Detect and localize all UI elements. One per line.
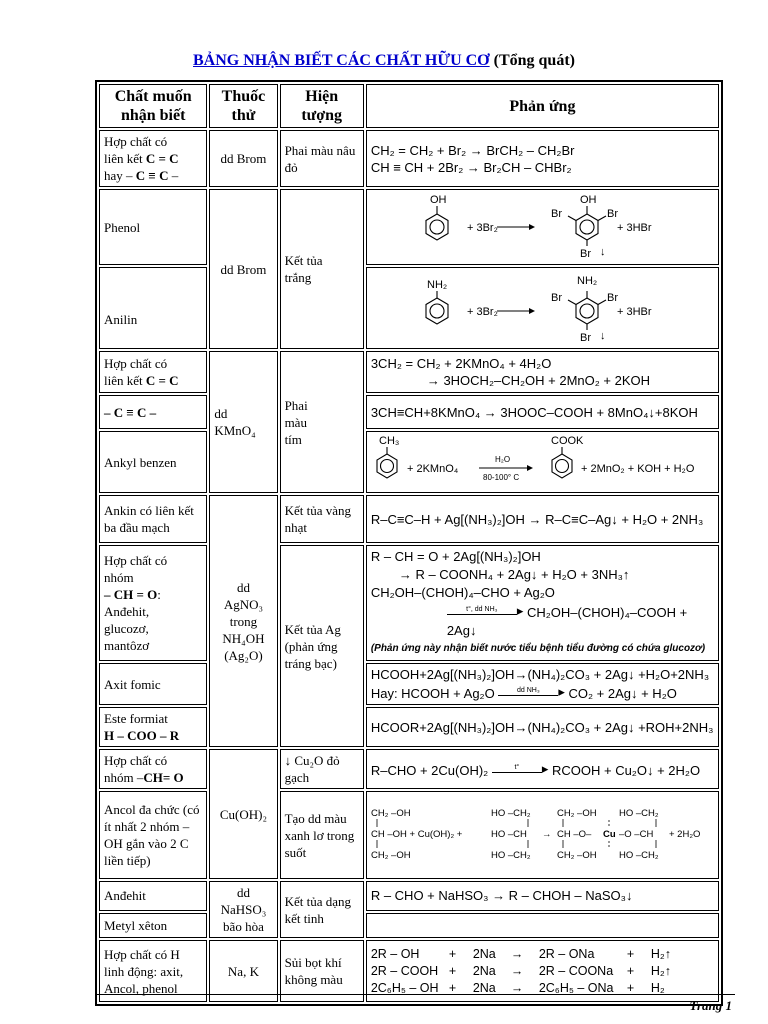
table-row [99, 749, 719, 789]
benzene-ring-circle [580, 304, 594, 318]
cell-phan-ung [366, 130, 719, 187]
text: Kết tủa trắng [284, 253, 323, 285]
table-row [99, 913, 719, 938]
cell-phan-ung: R–C≡C–H + Ag[(NH₃)₂]OH → R–C≡C–Ag↓ + H₂O + 2NH₃ [366, 495, 719, 543]
text: Phai màu tím [284, 397, 308, 447]
text: → [510, 980, 524, 995]
formula-text: HO –CH₂ [618, 850, 659, 861]
text: Hợp chất có [104, 753, 168, 768]
text: R–CHO + 2Cu(OH)₂ [370, 762, 489, 778]
text: 2R – COOH [370, 963, 439, 978]
table-row [99, 267, 719, 349]
cu-label: Cu [602, 829, 616, 840]
reaction-line: 3CH₂ = CH₂ + 2KMnO₄ + 4H₂O [370, 356, 552, 371]
precipitate-arrow: ↓ [599, 330, 606, 342]
cell-phan-ung: R – CHO + NaHSO₃ → R – CHOH – NaSO₃↓ [366, 881, 719, 911]
text: C = C [145, 151, 179, 166]
br-label: Br [550, 292, 562, 304]
text: C = C [145, 373, 179, 388]
cell-hien-tuong [280, 189, 364, 349]
cell-thuoc: dd Brom [209, 130, 277, 187]
text: hay – [104, 168, 133, 183]
cell-chat: Ancol đa chức (có ít nhất 2 nhóm – OH gắn vào 2 C liền tiếp) [99, 791, 207, 879]
text: NaHSO₃ [220, 902, 267, 917]
table-row [99, 940, 719, 1002]
formula-text: CH₂ –OH [370, 850, 411, 861]
text: CH= O [143, 770, 184, 785]
reaction-line [371, 946, 714, 963]
text: 2Na [472, 963, 496, 978]
cell-thuoc: Cu(OH)₂ [209, 749, 277, 879]
text: 2R – COONa [538, 963, 614, 978]
text: + [626, 963, 635, 978]
text: + [448, 963, 457, 978]
text: H₂↑ [650, 946, 671, 961]
title-main: BẢNG NHẬN BIẾT CÁC CHẤT HỮU CƠ [193, 52, 490, 69]
benzene-ring [426, 298, 448, 324]
text: H₂ [650, 980, 665, 995]
note: (Phản ứng này nhận biết nước tiểu bệnh tiểu đường có chứa glucozơ) [370, 643, 706, 654]
cell-phan-ung: HCOOR+2Ag[(NH₃)₂]OH→(NH₄)₂CO₃ + 2Ag↓ +ROH+2NH₃ [366, 707, 719, 747]
phenol-bromination-diagram [367, 190, 715, 260]
cell-hien-tuong: Phai màu nâu đỏ [280, 130, 364, 187]
benzene-ring-circle [430, 304, 444, 318]
br-label: Br [606, 292, 618, 304]
text: – C ≡ C – [104, 404, 157, 420]
page-title [0, 52, 768, 70]
cell-phan-ung [366, 351, 719, 393]
formula-text: HO –CH₂ [490, 850, 531, 861]
reaction-line: R – CH = O + 2Ag[(NH₃)₂]OH [370, 549, 541, 564]
text: CH₂OH–(CHOH)₄–COOH + 2Ag↓ [446, 605, 688, 638]
text: Hợp chất có [104, 134, 168, 149]
text: dd KMnO₄ [214, 406, 256, 438]
formula-text: –O –CH [618, 829, 654, 840]
cell-chat [99, 130, 207, 187]
text: Este formiat [104, 711, 168, 726]
cell-chat [99, 395, 207, 429]
ch3-label: CH₃ [378, 435, 400, 447]
reaction-line: CH₂ = CH₂ + Br₂ → BrCH₂ – CH₂Br [370, 142, 575, 158]
reaction-line [371, 963, 714, 980]
condition-label: 80-100° C [482, 473, 519, 482]
footer-divider [95, 994, 735, 995]
cell-chat: Ankyl benzen [99, 431, 207, 493]
br-label: Br [579, 248, 591, 260]
title-sub: (Tổng quát) [493, 52, 575, 69]
table-row [99, 351, 719, 393]
glycerol-cu-complex-diagram [367, 792, 715, 874]
formula-text: CH –OH + Cu(OH)₂ + [370, 829, 463, 840]
cell-chat [99, 749, 207, 789]
cell-phan-ung [366, 267, 719, 349]
reagent-label: + 3Br₂ [466, 306, 498, 318]
benzene-ring [576, 214, 598, 240]
text: AgNO₃ [223, 596, 264, 612]
text: glucozơ, [104, 621, 149, 636]
table-row [99, 545, 719, 661]
text: – CH = O [104, 587, 158, 602]
cell-hien-tuong: Kết tủa dạng kết tinh [280, 881, 364, 938]
benzene-ring-circle [430, 220, 444, 234]
header-phan-ung: Phản ứng [366, 84, 719, 128]
product-label: + 3HBr [616, 306, 652, 318]
cell-phan-ung [366, 663, 719, 705]
formula-text: HO –CH₂ [490, 808, 531, 819]
table-row [99, 130, 719, 187]
cell-chat: Hợp chất có H linh động: axit, Ancol, phenol [99, 940, 207, 1002]
br-label: Br [606, 208, 618, 220]
text: trong [229, 613, 258, 629]
text: + [448, 946, 457, 961]
text: → [510, 946, 524, 961]
table-row [99, 495, 719, 543]
product-label: + 3HBr [616, 222, 652, 234]
table-row [99, 663, 719, 705]
cell-hien-tuong: Kết tủa Ag (phản ứng tráng bạc) [280, 545, 364, 747]
product-label: + 2MnO₂ + KOH + H₂O [580, 463, 695, 475]
cell-chat: Ankin có liên kết ba đầu mạch [99, 495, 207, 543]
cook-label: COOK [550, 435, 584, 447]
cell-thuoc: dd Brom [209, 189, 277, 349]
cell-thuoc: Na, K [209, 940, 277, 1002]
header-hien-tuong: Hiện tượng [280, 84, 364, 128]
condition-label: t° [492, 764, 542, 773]
text: Anđehit, [104, 604, 150, 619]
text: – [168, 168, 179, 183]
text: liên kết [104, 373, 143, 388]
text: H – COO – R [104, 728, 180, 743]
text: dd [236, 885, 250, 900]
text: (Ag₂O) [224, 647, 263, 663]
header-chat: Chất muốn nhận biết [99, 84, 207, 128]
text: 2C₆H₅ – OH [370, 980, 439, 995]
cell-chat: Anilin [99, 267, 207, 349]
text: mantôzơ [104, 638, 150, 653]
arrow-head [529, 224, 535, 230]
cell-chat [99, 707, 207, 747]
cell-chat: Phenol [99, 189, 207, 265]
text: 2R – ONa [538, 946, 595, 961]
text: Hợp chất có [104, 553, 168, 568]
formula-text: HO –CH [490, 829, 527, 840]
text: dd [236, 579, 250, 595]
cell-chat [99, 351, 207, 393]
benzene-ring [576, 298, 598, 324]
cell-chat: Metyl xêton [99, 913, 207, 938]
text: : [157, 587, 161, 602]
cell-phan-ung: 3CH≡CH+8KMnO₄ → 3HOOC–COOH + 8MnO₄↓+8KOH [366, 395, 719, 429]
text: CO₂ + 2Ag↓ + H₂O [568, 686, 677, 701]
formula-text: CH₂ –OH [370, 808, 411, 819]
cell-phan-ung [366, 940, 719, 1002]
table-row [99, 791, 719, 879]
nh2-label: NH₂ [426, 279, 447, 291]
header-thuoc: Thuốc thử [209, 84, 277, 128]
text: nhóm [104, 570, 134, 585]
oh-label: OH [579, 194, 597, 206]
text: 2C₆H₅ – ONa [538, 980, 614, 995]
formula-text: CH –O– [556, 829, 592, 840]
condition-label: H₂O [494, 455, 510, 464]
cell-thuoc [209, 495, 277, 747]
condition-label: t°, dd NH₃ [447, 606, 517, 615]
text: NH₄OH [222, 630, 265, 646]
reaction-line: Hay: HCOOH + Ag₂O dd NH₃ ▸ CO₂ + 2Ag↓ + H₂O [370, 684, 677, 701]
cell-hien-tuong: Kết tủa vàng nhạt [280, 495, 364, 543]
reaction-line: CH₂OH–(CHOH)₄–CHO + Ag₂O [370, 585, 555, 600]
formula-text: CH₂ –OH [556, 808, 597, 819]
table-row [99, 189, 719, 265]
identification-table [95, 80, 723, 1006]
arrow-head [529, 308, 535, 314]
oh-label: OH [429, 194, 447, 206]
precipitate-arrow: ↓ [599, 246, 606, 258]
cell-chat [99, 545, 207, 661]
nh2-label: NH₂ [576, 275, 597, 287]
text: bão hòa [223, 919, 264, 934]
product-label: + 2H₂O [668, 829, 701, 840]
formula-text: HO –CH₂ [618, 808, 659, 819]
reaction-line: → R – COONH₄ + 2Ag↓ + H₂O + 3NH₃↑ [398, 567, 630, 582]
page-number: Trang 1 [689, 998, 732, 1013]
text: 2Na [472, 980, 496, 995]
bond [568, 300, 576, 305]
benzene-ring [426, 214, 448, 240]
cell-phan-ung [366, 545, 719, 661]
cell-hien-tuong: Tạo dd màu xanh lơ trong suốt [280, 791, 364, 879]
reaction-line: HCOOH+2Ag[(NH₃)₂]OH→(NH₄)₂CO₃ + 2Ag↓ +H₂O+2NH₃ [370, 667, 710, 682]
text: H₂↑ [650, 963, 671, 978]
text: liên kết [104, 151, 143, 166]
table-row [99, 707, 719, 747]
text: + [626, 946, 635, 961]
benzene-ring-circle [580, 220, 594, 234]
text: 2R – OH [370, 946, 420, 961]
reagent-label: + 2KMnO₄ [406, 463, 459, 475]
bond [598, 216, 606, 221]
cell-hien-tuong [280, 351, 364, 493]
anilin-bromination-diagram [367, 268, 715, 344]
cell-phan-ung [366, 431, 719, 493]
bond [568, 216, 576, 221]
table-row [99, 395, 719, 429]
br-label: Br [579, 332, 591, 344]
table-row [99, 881, 719, 911]
text: C ≡ C [135, 168, 169, 183]
reaction-line: CH ≡ CH + 2Br₂ → Br₂CH – CHBr₂ [370, 159, 572, 175]
reaction-line: → 3HOCH₂–CH₂OH + 2MnO₂ + 2KOH [426, 373, 651, 388]
text: Hay: HCOOH + Ag₂O [370, 686, 495, 701]
reagent-label: + 3Br₂ [466, 222, 498, 234]
text: + [448, 980, 457, 995]
condition-label: dd NH₃ [498, 687, 558, 696]
table-row [99, 431, 719, 493]
text: → [510, 963, 524, 978]
arrow-head [527, 465, 533, 471]
text: 2Na [472, 946, 496, 961]
bond [598, 300, 606, 305]
table-header-row [99, 84, 719, 128]
formula-text: CH₂ –OH [556, 850, 597, 861]
cell-phan-ung [366, 791, 719, 879]
benzene-ring-circle [380, 460, 393, 473]
cell-thuoc [209, 351, 277, 493]
benzene-ring-circle [555, 460, 568, 473]
cell-phan-ung: R–CHO + 2Cu(OH)₂ t° ▸ RCOOH + Cu₂O↓ + 2H₂O [366, 749, 719, 789]
text: Hợp chất có [104, 356, 168, 371]
cell-chat: Anđehit [99, 881, 207, 911]
cell-chat: Axit fomic [99, 663, 207, 705]
cell-hien-tuong: Sủi bọt khí không màu [280, 940, 364, 1002]
cell-hien-tuong: ↓ Cu₂O đỏ gạch [280, 749, 364, 789]
ankylbenzen-oxidation-diagram [367, 432, 715, 488]
cell-phan-ung [366, 189, 719, 265]
text: + [626, 980, 635, 995]
cell-phan-ung [366, 913, 719, 938]
br-label: Br [550, 208, 562, 220]
reaction-line: t°, dd NH₃ ▸ CH₂OH–(CHOH)₄–COOH + 2Ag↓ [446, 603, 688, 638]
text: nhóm – [104, 770, 144, 785]
cell-thuoc [209, 881, 277, 938]
reaction-arrow: → [541, 829, 552, 840]
text: RCOOH + Cu₂O↓ + 2H₂O [551, 762, 701, 778]
